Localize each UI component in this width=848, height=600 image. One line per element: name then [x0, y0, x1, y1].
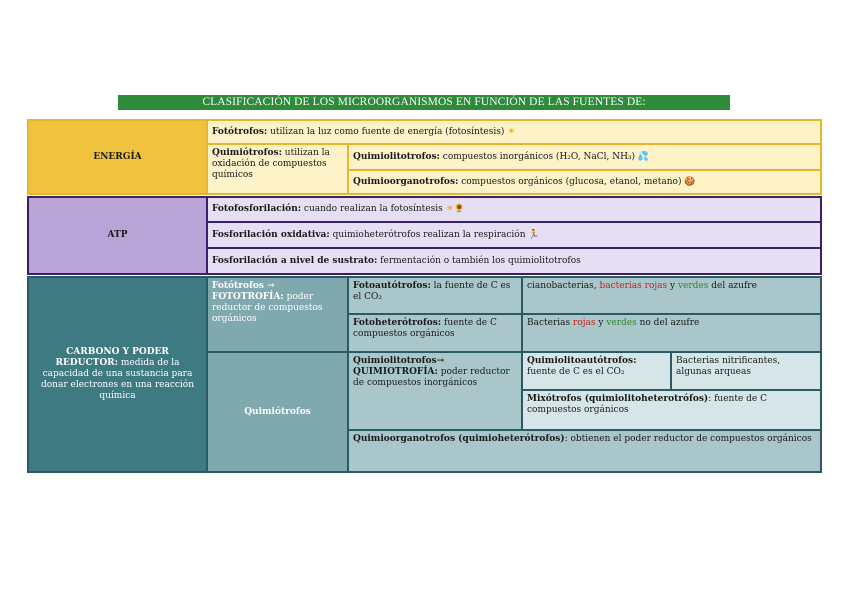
carbono-quimioorganotrofos-def: : obtienen el poder reductor de compuestos orgánicos — [564, 434, 812, 444]
carbono-quimioorganotrofos-cell — [347, 429, 822, 473]
ejemplo-text: Bacterias nitrificantes, algunas arqueas — [676, 356, 781, 377]
atp-fotofosforilacion-def: cuando realizan la fotosíntesis — [301, 204, 443, 214]
ejemplo-text: no del azufre — [636, 318, 700, 328]
energia-quimiotrofos-def: utilizan la oxidación de compuestos químicos — [212, 148, 330, 180]
carbono-fototrofos-def: poder reductor de compuestos orgánicos — [212, 292, 323, 324]
carbono-quimiolitoautotrofos-term: Quimiolitoautótrofos: — [527, 356, 637, 366]
cookie-icon: 🍪 — [684, 176, 696, 187]
ejemplo-verdes: verdes — [606, 318, 637, 328]
energia-fototrofos-term: Fotótrofos: — [212, 126, 268, 137]
energia-label-cell — [27, 119, 208, 195]
atp-oxidativa-term: Fosforilación oxidativa: — [212, 229, 330, 240]
drop-icon: 💦 — [637, 151, 650, 162]
carbono-quimiolitotrofos-cell — [347, 351, 523, 431]
page-title: CLASIFICACIÓN DE LOS MICROORGANISMOS EN FUNCIÓN DE LAS FUENTES DE: — [118, 95, 730, 110]
carbono-fotoheterotrofos-term: Fotoheterótrofos: — [353, 318, 442, 328]
energia-fototrofos-def: utilizan la luz como fuente de energía (fotosíntesis) — [267, 126, 505, 137]
carbono-fotoheterotrofos-cell — [347, 313, 523, 353]
person-icon: 🏃 — [528, 229, 540, 240]
ejemplo-text: del azufre — [708, 281, 757, 291]
energia-quimiolitotrofos-row — [347, 143, 822, 171]
carbono-quimiolitoautotrofos-ejemplos — [670, 351, 822, 391]
carbono-quimiolitoautotrofos-def: fuente de C es el CO₂ — [527, 367, 625, 377]
ejemplo-verdes: verdes — [677, 281, 709, 291]
atp-label: ATP — [107, 230, 128, 240]
carbono-fotoheterotrofos-def: fuente de C compuestos orgánicos — [353, 318, 497, 339]
flower-icon: 🌻 — [453, 204, 465, 214]
carbono-fotoheterotrofos-ejemplos — [521, 313, 822, 353]
carbono-label-term: CARBONO Y PODER REDUCTOR: — [55, 347, 169, 368]
atp-sustrato-row — [206, 247, 822, 275]
energia-quimiolitotrofos-def: compuestos inorgánicos (H₂O, NaCl, NH₃) — [439, 151, 636, 162]
ejemplo-rojas: bacterias rojas — [599, 281, 668, 291]
ejemplo-text: y — [595, 318, 607, 328]
atp-oxidativa-row — [206, 221, 822, 249]
carbono-fotoautotrofos-ejemplos — [521, 276, 822, 315]
ejemplo-text: cianobacterias, — [527, 281, 600, 291]
energia-quimiotrofos-term: Quimiótrofos: — [212, 148, 282, 158]
ejemplo-rojas: rojas — [573, 318, 596, 328]
carbono-quimioorganotrofos-term: Quimioorganotrofos (quimioheterótrofos) — [353, 434, 565, 444]
energia-fototrofos-row — [206, 119, 822, 145]
carbono-quimiolitoautotrofos-cell — [521, 351, 672, 391]
carbono-fotoautotrofos-def: la fuente de C es el CO₂ — [353, 281, 511, 302]
atp-oxidativa-def: quimioheterótrofos realizan la respiración — [329, 229, 526, 240]
carbono-fotoautotrofos-cell — [347, 276, 523, 315]
carbono-mixotrofos-term: Mixótrofos (quimiolitoheterotrófos) — [527, 394, 709, 404]
atp-fotofosforilacion-row — [206, 196, 822, 223]
carbono-label-cell — [27, 276, 208, 473]
carbono-label-def: medida de la capacidad de una sustancia para donar electrones en una reacción química — [41, 358, 194, 401]
carbono-quimiotrofos-label: Quimiótrofos — [244, 406, 311, 417]
carbono-quimiolitotrofos-def: poder reductor de compuestos inorgánicos — [353, 367, 510, 388]
carbono-quimiolitotrofos-term: Quimiolitotrofos→ QUIMIOTROFÍA: — [353, 356, 445, 377]
carbono-mixotrofos-cell — [521, 389, 822, 431]
ejemplo-text: y — [667, 281, 678, 291]
energia-quimioorganotrofos-def: compuestos orgánicos (glucosa, etanol, metano) — [458, 176, 682, 187]
carbono-fotoautotrofos-term: Fotoautótrofos: — [353, 281, 431, 291]
carbono-mixotrofos-def: : fuente de C compuestos orgánicos — [527, 394, 767, 415]
sun-icon: ☀ — [507, 126, 516, 137]
ejemplo-text: Bacterias — [527, 318, 573, 328]
atp-sustrato-term: Fosforilación a nivel de sustrato: — [212, 255, 378, 266]
atp-fotofosforilacion-term: Fotofosforilación: — [212, 204, 302, 214]
carbono-quimiotrofos-cell — [206, 351, 349, 473]
energia-quimiolitotrofos-term: Quimiolitotrofos: — [353, 151, 440, 162]
energia-label: ENERGÍA — [93, 151, 142, 162]
atp-sustrato-def: fermentación o también los quimiolitotrofos — [377, 255, 581, 266]
sun-icon: ☀ — [445, 204, 454, 214]
energia-quimiotrofos-cell — [206, 143, 349, 195]
atp-label-cell — [27, 196, 208, 275]
carbono-fototrofos-term: Fotótrofos → FOTOTROFÍA: — [212, 281, 284, 302]
energia-quimioorganotrofos-row — [347, 169, 822, 195]
carbono-fototrofos-cell — [206, 276, 349, 353]
energia-quimioorganotrofos-term: Quimioorganotrofos: — [353, 176, 459, 187]
